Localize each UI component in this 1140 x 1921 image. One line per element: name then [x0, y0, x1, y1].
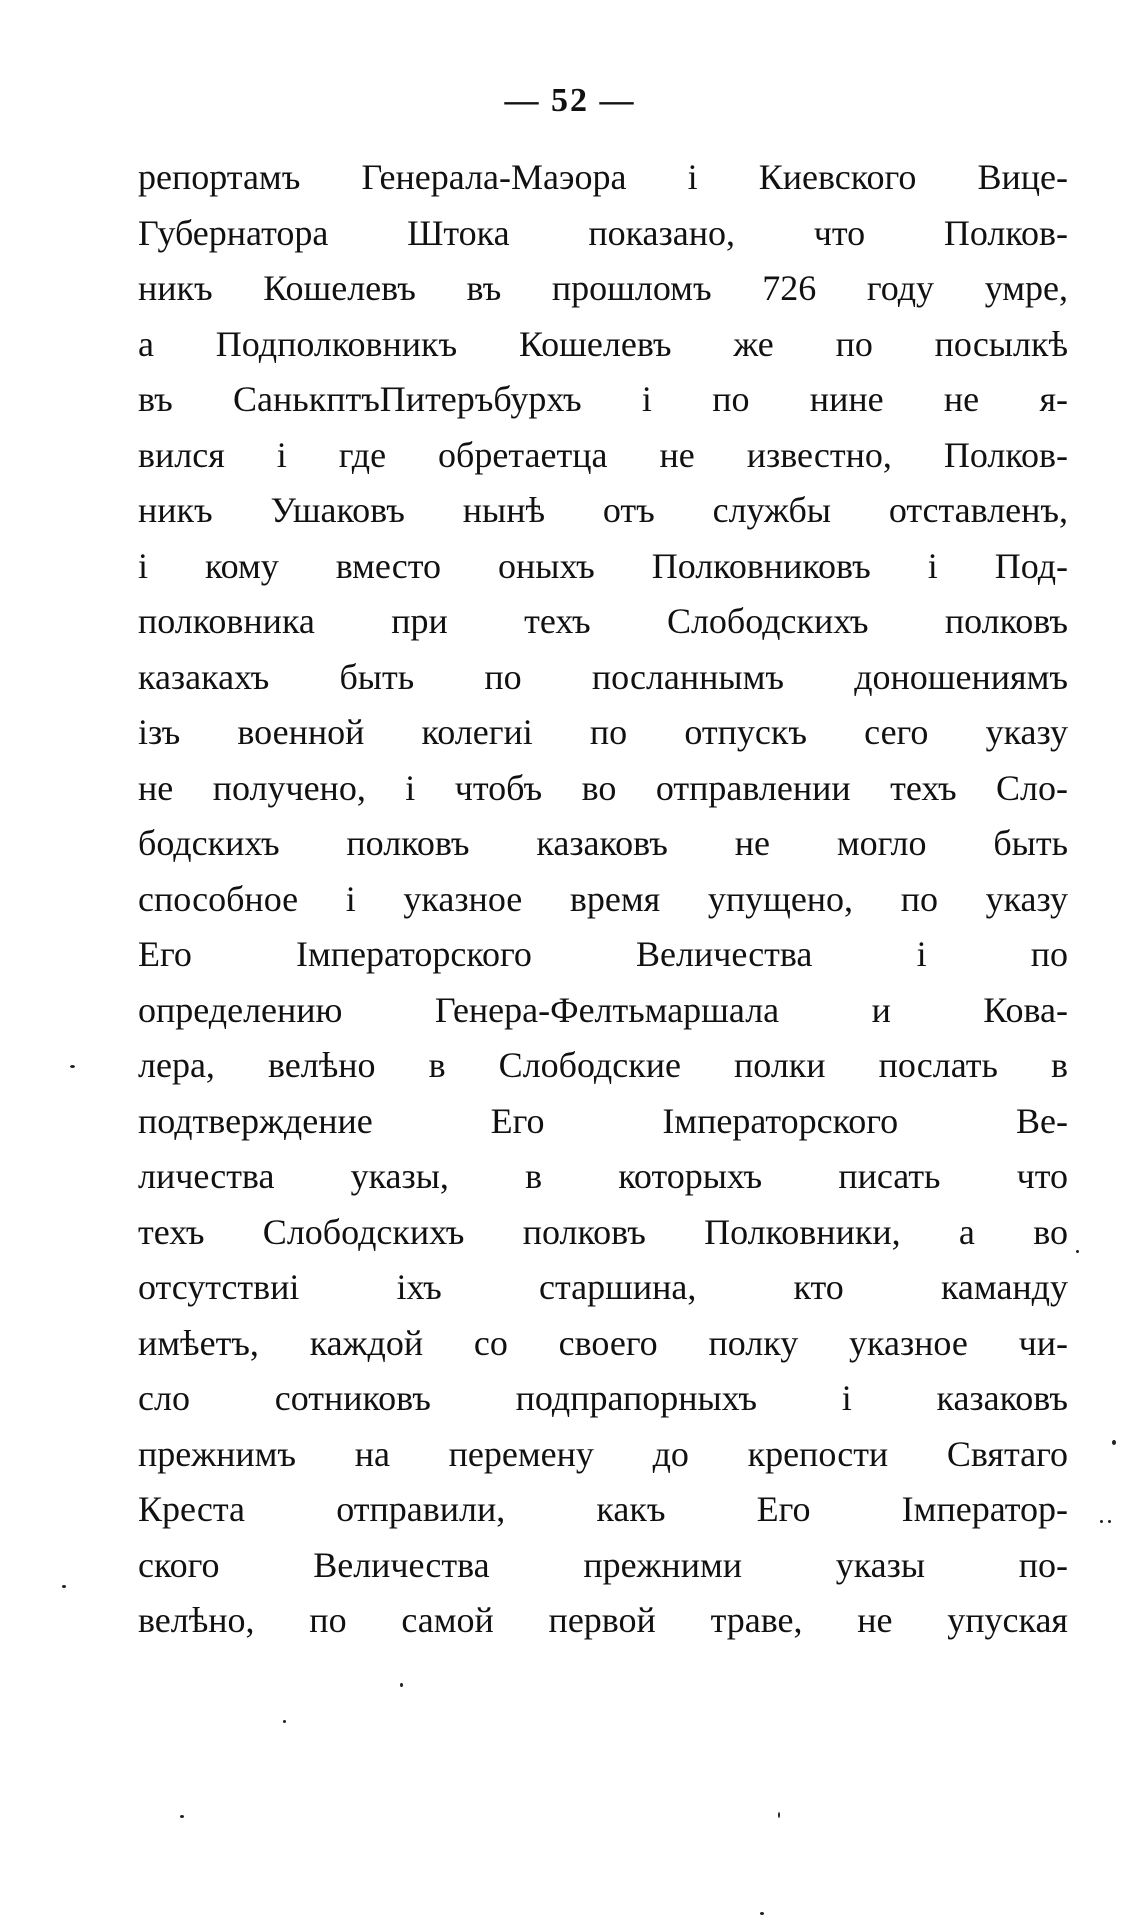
text-line-16: определению Генера-Фелтьмаршала и Кова-	[138, 989, 1068, 1030]
text-line-11: ізъ военной колегиі по отпускъ сего указу	[138, 712, 1068, 752]
text-line-8: і кому вместо оныхъ Полковниковъ і Под-	[138, 545, 1068, 586]
text-line-24: прежнимъ на перемену до крепости Святаго	[138, 1433, 1068, 1474]
text-line-20: техъ Слободскихъ полковъ Полковники, а во	[138, 1211, 1068, 1252]
text-line-10: казакахъ быть по посланнымъ доношениямъ	[138, 656, 1068, 697]
page-number: — 52 —	[504, 82, 636, 119]
text-line-18: подтверждение Его Імператорского Ве-	[138, 1100, 1068, 1141]
text-line-21: отсутствиі іхъ старшина, кто каманду	[138, 1267, 1068, 1307]
text-line-6: вился і где обретаетца не известно, Полков-	[138, 434, 1068, 475]
body-text	[138, 150, 1068, 1649]
text-line-9: полковника при техъ Слободскихъ полковъ	[138, 601, 1068, 641]
text-line-23: сло сотниковъ подпрапорныхъ і казаковъ	[138, 1378, 1068, 1418]
text-line-25: Креста отправили, какъ Его Імператор-	[138, 1489, 1068, 1529]
text-line-19: личества указы, в которыхъ писать что	[138, 1156, 1068, 1196]
text-line-5: въ СанькптъПитеръбурхъ і по нине не я-	[138, 379, 1068, 419]
scan-speck	[62, 1585, 66, 1588]
text-line-3: никъ Кошелевъ въ прошломъ 726 году умре,	[138, 268, 1068, 308]
text-line-2: Губернатора Штока показано, что Полков-	[138, 212, 1068, 253]
scan-speck	[1108, 1520, 1111, 1523]
scan-speck	[778, 1812, 780, 1818]
scan-speck	[400, 1683, 403, 1687]
scan-speck	[1076, 1250, 1079, 1253]
text-line-26: ского Величества прежними указы по-	[138, 1544, 1068, 1585]
scan-speck	[1100, 1520, 1103, 1523]
scan-speck	[70, 1065, 75, 1068]
text-line-4: а Подполковникъ Кошелевъ же по посылкѣ	[138, 323, 1068, 364]
scan-speck	[283, 1720, 286, 1723]
text-line-13: бодскихъ полковъ казаковъ не могло быть	[138, 823, 1068, 863]
text-line-15: Его Імператорского Величества і по	[138, 934, 1068, 974]
scan-speck	[1112, 1440, 1116, 1445]
text-line-1: репортамъ Генерала-Маэора і Киевского Вице-	[138, 157, 1068, 197]
scan-speck	[760, 1912, 764, 1915]
text-line-14: способное і указное время упущено, по указу	[138, 878, 1068, 919]
text-line-12: не получено, і чтобъ во отправлении техъ Сло-	[138, 767, 1068, 808]
text-line-7: никъ Ушаковъ нынѣ отъ службы отставленъ,	[138, 490, 1068, 530]
scan-speck	[180, 1815, 184, 1818]
text-line-27: велѣно, по самой первой траве, не упуская	[138, 1600, 1068, 1640]
text-line-22: имѣетъ, каждой со своего полку указное чи-	[138, 1322, 1068, 1363]
text-line-17: лера, велѣно в Слободские полки послать в	[138, 1045, 1068, 1085]
